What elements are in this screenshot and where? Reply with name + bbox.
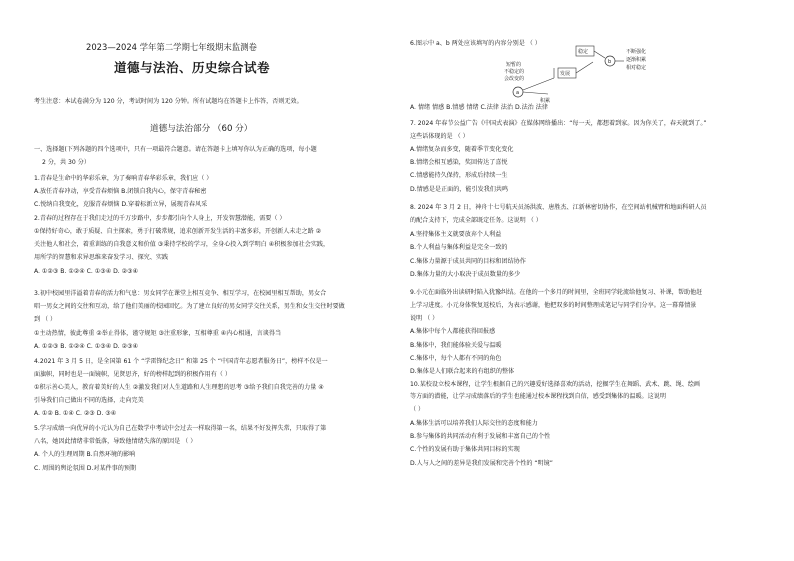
right-question-line: 7. 2024 年春节公益广告《中国式表演》在媒体网络播出：“每一天，都想着到家。因为你关了，春天就到了。” (410, 120, 707, 127)
diagram-left-note-line: 短暂的 (506, 62, 522, 68)
right-question-line: （ ） (410, 406, 425, 413)
right-question-line: A.集体中每个人都能获得回报感 (410, 328, 496, 335)
diagram-arrow (523, 92, 548, 94)
left-question-line: 5.学习成绩一向优异的小元认为自己在数学中考试中会过去一样取得第一名，结果不好发挥失常，只取得了第 (34, 425, 327, 432)
right-question-line: 上学习进度。小元身体恢复返校后，为表示感谢，他把双多的时间整理成笔记与同学们分享。这一幕幕情景 (410, 302, 697, 309)
right-question-line: A.情绪复杂而多变，随着季节变化变化 (410, 146, 514, 153)
left-question-line: A. ①②③ B. ①②④ C. ①③④ D. ②③④ (34, 268, 139, 275)
left-question-line: 到 （ ） (34, 316, 57, 323)
diagram-right-note-line: 相对稳定 (626, 65, 647, 71)
right-question-line: 10.某校设立校本课程，让学生根据自己的兴趣爱好选择喜欢的活动，挖掘学生在舞蹈、武术、跳、绳、绘画 (410, 381, 701, 388)
left-question-line: 用所学的智慧和求异思维来奋发学习、探究、实践 (34, 254, 169, 261)
left-question-line: A. ①② B. ①④ C. ②③ D. ③④ (34, 410, 117, 417)
diagram-left-note (504, 61, 524, 82)
right-question-line: A.集体生活可以培养我们人际交往的态度和能力 (410, 420, 538, 427)
exam-title: 道德与法治、历史综合试卷 (114, 60, 271, 75)
left-question-line: 3.初中校园里洋溢着青春的活力和气息：男女同学在课堂上相互竞争、相互学习，在校园里相互帮助，男女合 (34, 290, 327, 297)
right-question-line: 等方面的潜能，让学习成绩落后的学生也能通过校本课程找到自信，感受到集体的温暖。这说明 (410, 393, 666, 400)
diagram-arrow (576, 62, 593, 73)
right-question-line: D.集体力量的大小取决于成员数量的多少 (410, 271, 521, 278)
left-question-line: 2.青春的过程存在于我们走过的千万步路中，步步都引向个人身上，开发智慧潜能，需要（ ） (34, 215, 286, 222)
right-question-line: D.集体是人们联合起来的有组织的整体 (410, 368, 515, 375)
left-question-line: A. 个人的生理周期 B.自然环境的影响 (34, 451, 136, 458)
right-question-line: B.情绪会相互感染，奖回传达了喜悦 (410, 159, 508, 166)
left-question-line: C. 周围的舆论氛围 D.对某件事的预期 (34, 465, 137, 472)
emotion-diagram (498, 44, 673, 106)
right-question-line: D.人与人之间的差异是我们发展和完善个性的 “明镜” (410, 460, 553, 467)
diagram-node-a-label: a (516, 90, 520, 96)
right-question-line: C.集体力量源于成员共同的目标和团结协作 (410, 258, 526, 265)
right-question-line: 6.图示中 a、b 两处应该填写的内容分别是 （ ） (410, 40, 541, 47)
right-question-line: A. 情绪 情感 B.情感 情绪 C.法律 法治 D.法治 法律 (410, 104, 548, 111)
left-question-line: 4.2021 年 3 月 5 日，是全国第 61 个 “学雷锋纪念日” 和第 25 个 “中国青年志愿者服务日”，榜样不仅是一 (34, 358, 328, 365)
diagram-right-note-line: 逐渐积累 (626, 57, 647, 63)
left-question-line: 关注他人和社会，着重训练的自我意义和价值 ③秉持学校的学习，全身心投入到学明白 ④积极参加社会实践， (34, 241, 330, 248)
diagram-arrow (523, 78, 554, 90)
left-question-line: 八名，她因此情绪非常低落，导致他情绪失落的原因是 （ ） (34, 438, 197, 445)
left-question-line: ①主动热情，彼此尊重 ②举止得体，谨守规矩 ③注重形象，互相尊重 ④内心相通，言谈得当 (34, 330, 282, 337)
left-question-line: A. ①②③ B. ①②④ C. ①③④ D. ②③④ (34, 343, 139, 350)
diagram-label-develop: 发展 (560, 71, 571, 77)
left-question-line: 唱一男女之间的交往和互动，给了他们美丽的校园回忆。为了建立良好的男女同学交往关系，男生和女生交往时要做 (34, 303, 345, 310)
left-question-line: ①保持好奇心，敢于质疑、自主探索，勇于打破常规，追求创新开发生活的丰富多彩，开创新人未走之路 ② (34, 228, 322, 235)
right-question-line: D.情感是是正面的，能引发我们共鸣 (410, 186, 509, 193)
diagram-left-note-line: 不稳定的 (504, 69, 525, 75)
section-title: 道德与法治部分 （60 分） (150, 124, 253, 134)
right-question-line: 8. 2024 年 3 月 2 日，神舟十七号航天员汤洪波、唐胜杰、江新林密切协作，在空间站机械臂和地面科研人员 (410, 204, 707, 211)
left-question-line: A.放任青春冲动，享受青春烦恼 B.闭锁自我内心，保守青春秘密 (34, 188, 207, 195)
diagram-left-note-line: 会改变的 (504, 76, 525, 82)
exam-notice: 考生注意：本试卷满分为 120 分，考试时间为 120 分钟。所有试题均在答题卡上作答，否则无效。 (34, 98, 303, 105)
diagram-right-note (626, 48, 646, 71)
right-question-line: A.坚持集体主义就要放弃个人利益 (410, 231, 502, 238)
diagram-label-accumulate: 积累 (540, 98, 551, 104)
right-question-line: C.集体中，每个人都有不同的角色 (410, 355, 502, 362)
left-question-line: 引导我们自己做出不同的选择，走向完美 (34, 397, 144, 404)
right-question-line: 说明 （ ） (410, 315, 439, 322)
diagram-right-note-line: 不断强化 (626, 49, 647, 55)
diagram-node-b-label: b (608, 59, 612, 65)
part-instructions-line-1: 一、选择题(下列各题的四个选项中，只有一项最符合题意。请在答题卡上填写你认为正确的选项，每小题 (34, 146, 317, 153)
right-question-line: C.个性的发展有助于集体共同目标的实现 (410, 446, 520, 453)
left-question-line: 面旗帜，同时也是一面镜帜，见贤思齐，好的榜样起到的积极作用有（ ） (34, 371, 231, 378)
diagram-label-stable: 稳定 (578, 49, 589, 55)
left-question-line: C.悦纳自我变化，克服青春烦恼 D.穿着标新立异，展现青春风采 (34, 201, 208, 208)
right-question-line: C.情感能持久保持，形成后持续一生 (410, 172, 508, 179)
right-question-line: 这些话体现的是 （ ） (410, 133, 469, 140)
exam-year-line: 2023—2024 学年第二学期七年级期末监测卷 (86, 42, 257, 52)
left-question-line: 1.青春是生命中的华彩乐章，为了奏响青春华彩乐章，我们应（ ） (34, 175, 213, 182)
part-instructions-line-2: 2 分，共 30 分） (42, 159, 90, 166)
diagram-arrow (594, 51, 605, 58)
right-question-line: B.集体中，我们能体验关爱与温暖 (410, 342, 502, 349)
left-question-line: ①积示善心美人，教育着美好的人生 ②激发我们对人生道路和人生理想的思考 ③给予我们自我完善的力量 ④ (34, 384, 324, 391)
right-question-line: 的配合支持下，完成全部既定任务。这说明 （ ） (410, 217, 542, 224)
right-question-line: 9.小元在面临外出读研时陷入犹豫纠结。在他的一个多月的时间里，全班同学轮流给他复习、补课，帮助他赶 (410, 289, 703, 296)
right-question-line: B.个人利益与集体利益是完全一致的 (410, 244, 508, 251)
right-question-line: B.参与集体的共同活动有利于发展和丰富自己的个性 (410, 433, 551, 440)
